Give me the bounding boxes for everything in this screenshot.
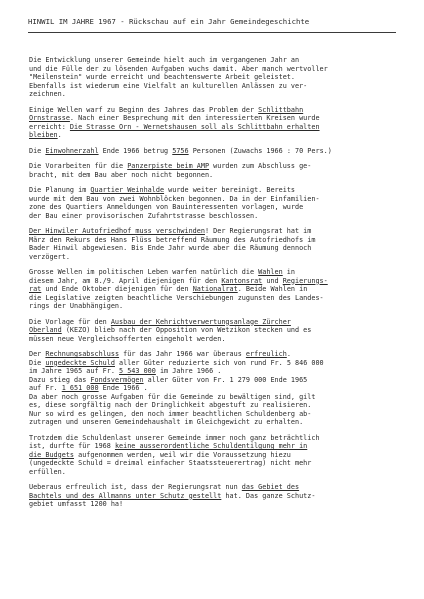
- text-line: [29, 106, 405, 115]
- text-line: [29, 186, 405, 195]
- text-segment: verzögert.: [29, 252, 70, 261]
- text-segment: Ueberaus erfreulich ist, dass der Regierungsrat nun: [29, 483, 242, 491]
- text-segment: .: [57, 131, 62, 139]
- text-segment: auf Fr.: [29, 384, 62, 392]
- text-line: [29, 410, 405, 419]
- title-underline: [28, 32, 396, 33]
- text-line: [29, 236, 405, 245]
- text-segment: Da aber noch grosse Aufgaben für die Gemeinde zu bewältigen sind, gilt: [29, 392, 316, 401]
- underlined-text: keine ausserordentliche Schuldentilgung mehr in: [114, 442, 308, 450]
- text-segment: zeichnen.: [29, 90, 66, 98]
- text-segment: Ende 1966 betrug: [98, 146, 173, 155]
- text-line: [29, 56, 405, 65]
- text-line: [29, 434, 405, 443]
- text-segment: Die: [29, 146, 46, 155]
- text-segment: aufgenommen werden, weil wir die Voraussetzung hiezu: [74, 450, 291, 459]
- underlined-text: Ornstrasse: [29, 114, 70, 122]
- text-line: [29, 212, 405, 221]
- underlined-text: Regierungs-: [282, 276, 328, 285]
- text-segment: erfüllen.: [29, 467, 66, 476]
- text-segment: die Legislative zeigten beachtliche Verschiebungen zugunsten des Landes-: [29, 293, 324, 302]
- text-line: [29, 244, 405, 253]
- underlined-text: Rechnungsabschluss: [45, 350, 120, 358]
- text-line: [29, 253, 405, 262]
- text-line: [29, 376, 405, 385]
- text-segment: aller Güter von Fr. 1 279 000 Ende 1965: [143, 375, 308, 384]
- paragraph: [29, 162, 405, 179]
- underlined-text: bleiben: [29, 131, 58, 139]
- text-line: [29, 500, 405, 509]
- text-segment: und Ende Oktober diejenigen für den: [41, 285, 193, 293]
- text-line: [29, 468, 405, 477]
- text-line: [29, 318, 405, 327]
- text-segment: . Beide Wahlen in: [237, 285, 308, 293]
- text-line: [29, 492, 405, 501]
- paragraph: [29, 350, 405, 427]
- text-segment: diesem Jahr, am 8./9. April diejenigen für den: [29, 276, 222, 285]
- underlined-text: rat: [29, 285, 42, 293]
- text-line: [29, 82, 405, 91]
- document-body: [29, 56, 405, 516]
- text-line: [29, 451, 405, 460]
- text-segment: für das Jahr 1966 war überaus: [119, 350, 246, 358]
- text-segment: Dazu stieg das: [29, 375, 91, 384]
- text-line: [29, 302, 405, 311]
- text-line: [29, 401, 405, 410]
- text-segment: .: [286, 350, 291, 358]
- text-line: [29, 384, 405, 393]
- text-segment: Der: [29, 350, 46, 358]
- underlined-text: Kantonsrat: [221, 276, 263, 285]
- text-segment: rings der Unabhängigen.: [29, 302, 124, 310]
- text-line: [29, 203, 405, 212]
- text-line: [29, 418, 405, 427]
- underlined-text: 5756: [172, 146, 189, 155]
- text-segment: Grosse Wellen im politischen Leben warfen natürlich die: [29, 268, 259, 276]
- text-line: [29, 335, 405, 344]
- text-line: [29, 483, 405, 492]
- underlined-text: ungedeckte Schuld: [45, 358, 115, 367]
- text-line: [29, 195, 405, 204]
- text-line: [29, 459, 405, 468]
- text-segment: Die Entwicklung unserer Gemeinde hielt auch im vergangenen Jahr an: [29, 56, 300, 64]
- paragraph: [29, 434, 405, 477]
- text-segment: in: [282, 268, 295, 276]
- underlined-text: Schlittbahn: [258, 105, 304, 114]
- text-segment: aller Güter reduzierte sich von rund Fr. 5 846 000: [114, 358, 324, 367]
- text-segment: "Meilenstein" wurde erreicht und beachtenswerte Arbeit geleistet.: [29, 73, 295, 81]
- underlined-text: Quartier Weinhalde: [90, 186, 165, 194]
- text-segment: ist, durfte für 1968: [29, 442, 115, 450]
- underlined-text: Panzerpiste beim AMP: [127, 162, 210, 170]
- text-line: [29, 268, 405, 277]
- text-line: [29, 393, 405, 402]
- text-line: [29, 442, 405, 451]
- text-segment: wurde weiter bereinigt. Bereits: [164, 186, 296, 194]
- underlined-text: 1 651 000: [61, 384, 99, 392]
- text-line: [29, 294, 405, 303]
- underlined-text: Der Hinwiler Autofriedhof muss verschwinden: [29, 227, 205, 235]
- text-line: [29, 227, 405, 236]
- text-segment: Die: [29, 358, 46, 367]
- text-segment: ! Der Regierungsrat hat im: [204, 227, 312, 235]
- underlined-text: 5 543 000: [119, 367, 156, 375]
- text-segment: Personen (Zuwachs 1966 : 70 Pers.): [188, 146, 332, 155]
- text-line: [29, 73, 405, 82]
- text-segment: im Jahre 1965 auf Fr.: [29, 367, 120, 375]
- underlined-text: Einwohnerzahl: [45, 146, 99, 155]
- underlined-text: Ausbau der Kehrichtverwertungsanlage Zürcher: [110, 317, 291, 326]
- text-segment: bracht, mit dem Bau aber noch nicht begonnen.: [29, 170, 214, 179]
- text-line: [29, 359, 405, 368]
- text-segment: hat. Das ganze Schutz-: [221, 491, 316, 500]
- text-segment: Trotzdem die Schuldenlast unserer Gemeinde immer noch ganz beträchtlich: [29, 433, 320, 442]
- paragraph: [29, 483, 405, 509]
- text-segment: wurde mit dem Bau von zwei Wohnblöcken begonnen. Da in der Einfamilien-: [29, 194, 320, 203]
- text-segment: . Nach einer Besprechung mit den interessierten Kreisen wurde: [69, 114, 320, 122]
- paragraph: [29, 318, 405, 344]
- underlined-text: Fondsvermögen: [90, 375, 144, 384]
- text-line: [29, 131, 405, 140]
- document-title: HINWIL IM JAHRE 1967 - Rückschau auf ein Jahr Gemeindegeschichte: [28, 17, 310, 26]
- paragraph: [29, 227, 405, 261]
- underlined-text: Bachtels und des Allmanns unter Schutz gestellt: [29, 491, 222, 500]
- text-segment: es, diese sorgfältig nach der Dringlichkeit abgestuft zu realisieren.: [29, 401, 312, 409]
- paragraph: [29, 268, 405, 311]
- text-segment: müssen neue Vergleichsofferten eingeholt werden.: [29, 334, 226, 343]
- text-line: [29, 90, 405, 99]
- text-line: [29, 65, 405, 74]
- underlined-text: das Gebiet des: [241, 483, 300, 491]
- underlined-text: Nationalrat: [192, 285, 238, 293]
- text-segment: und: [262, 276, 283, 285]
- text-line: [29, 277, 405, 286]
- text-line: [29, 350, 405, 359]
- text-segment: Die Vorlage für den: [29, 317, 111, 326]
- underlined-text: Oberland: [29, 326, 62, 334]
- text-segment: der Bau einer provisorischen Zufahrtstrasse beschlossen.: [29, 211, 259, 220]
- text-segment: Die Planung im: [29, 186, 91, 194]
- text-segment: (ungedeckte Schuld = dreimal einfacher Staatssteuerertrag) nicht mehr: [29, 459, 312, 467]
- text-segment: März den Rekurs des Hans Flüss betreffend Räumung des Autofriedhofs im: [29, 235, 316, 244]
- paragraph: [29, 106, 405, 140]
- text-line: [29, 123, 405, 132]
- text-line: [29, 114, 405, 123]
- text-line: [29, 326, 405, 335]
- text-segment: und die Fülle der zu lösenden Aufgaben wuchs damit. Aber manch wertvoller: [29, 64, 328, 73]
- text-line: [29, 171, 405, 180]
- text-line: [29, 147, 405, 156]
- underlined-text: erfreulich: [245, 350, 287, 358]
- text-segment: Ende 1966 .: [98, 384, 148, 392]
- text-line: [29, 367, 405, 376]
- underlined-text: die Budgets: [29, 450, 75, 459]
- text-segment: Die Vorarbeiten für die: [29, 162, 128, 170]
- paragraph: [29, 147, 405, 156]
- text-segment: im Jahre 1966 .: [155, 367, 222, 375]
- text-segment: (KEZO) blieb nach der Opposition von Wetzikon stecken und es: [61, 326, 312, 334]
- paragraph: [29, 186, 405, 220]
- text-segment: gebiet umfasst 1200 ha!: [29, 500, 124, 508]
- underlined-text: Wahlen: [258, 268, 283, 276]
- title-block: [28, 17, 398, 33]
- text-segment: zutragen und unseren Gemeindehaushalt im Gleichgewicht zu erhalten.: [29, 418, 304, 426]
- text-segment: wurden zum Abschluss ge-: [209, 162, 312, 170]
- underlined-text: Die Strasse Orn - Wernetshausen soll als Schlittbahn erhalten: [69, 122, 320, 131]
- text-segment: zone des Quartiers Anmeldungen von Bauinteressenten vorlagen, wurde: [29, 203, 304, 211]
- text-line: [29, 162, 405, 171]
- text-segment: Bader Hinwil abgewiesen. Bis Ende Jahr wurde aber die Räumung dennoch: [29, 244, 312, 252]
- text-line: [29, 285, 405, 294]
- text-segment: erreicht:: [29, 122, 70, 131]
- text-segment: Einige Wellen warf zu Beginn des Jahres das Problem der: [29, 105, 259, 114]
- text-segment: Nur so wird es gelingen, den noch immer beachtlichen Schuldenberg ab-: [29, 409, 312, 418]
- text-segment: Ebenfalls ist wiederum eine Vielfalt an kulturellen Anlässen zu ver-: [29, 81, 308, 90]
- paragraph: [29, 56, 405, 99]
